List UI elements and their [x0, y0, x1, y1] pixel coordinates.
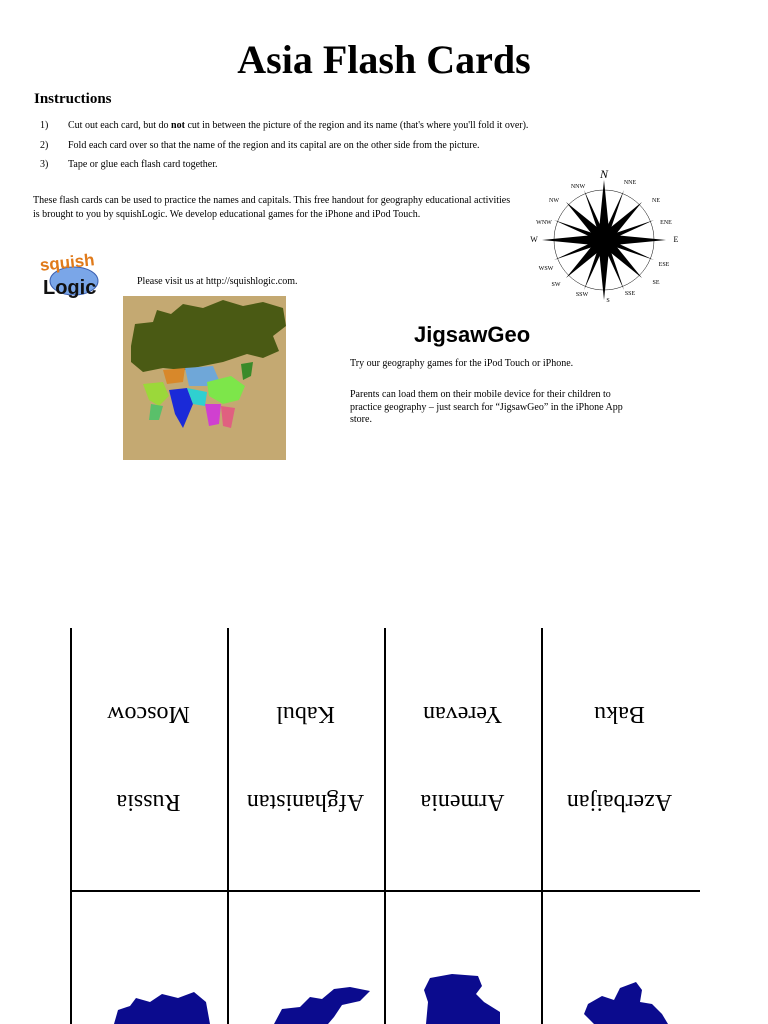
instruction-step: 2) Fold each card over so that the name of the region and its capital are on the other side from the picture.: [40, 139, 480, 151]
svg-text:squish: squish: [38, 250, 96, 275]
svg-text:WSW: WSW: [538, 266, 554, 272]
squishlogic-logo: [38, 245, 100, 303]
svg-text:WNW: WNW: [536, 220, 552, 226]
flash-card-grid: [70, 628, 700, 1024]
svg-text:S: S: [606, 298, 610, 304]
svg-text:NNW: NNW: [570, 184, 586, 190]
russia-silhouette: [110, 988, 210, 1024]
jigsawgeo-description: Parents can load them on their mobile device for their children to practice geography – just search for “JigsawGeo” in the iPhone App store.: [350, 389, 623, 425]
jigsawgeo-tagline: Try our geography games for the iPod Touch or iPhone.: [350, 358, 574, 369]
jigsawgeo-title: JigsawGeo: [414, 322, 531, 347]
svg-text:SSW: SSW: [575, 292, 589, 298]
card-capital: Kabul: [276, 701, 335, 727]
svg-text:NNE: NNE: [623, 180, 637, 186]
svg-text:SE: SE: [652, 280, 660, 286]
card-capital: Baku: [594, 701, 645, 727]
svg-text:ENE: ENE: [660, 220, 672, 226]
asia-map-image: [123, 296, 286, 460]
card-capital: Yerevan: [423, 701, 502, 727]
card-country: Armenia: [420, 789, 505, 815]
svg-text:Logic: Logic: [43, 277, 97, 299]
instructions-heading: Instructions: [34, 91, 112, 107]
cut-line: [541, 628, 543, 1024]
promo-text: These flash cards can be used to practice the names and capitals. This free handout for geography educational activities is brought to you by squishLogic. We develop educational games for the iPhone and iPod Touch.: [33, 195, 511, 220]
card-country: Azerbaijan: [566, 789, 673, 815]
armenia-silhouette: [422, 972, 502, 1024]
afghanistan-silhouette: [272, 983, 372, 1024]
fold-line: [70, 890, 700, 892]
compass-rose-icon: [524, 170, 684, 310]
azerbaijan-silhouette: [582, 980, 672, 1024]
svg-text:SSE: SSE: [624, 291, 636, 297]
svg-text:ESE: ESE: [658, 262, 670, 268]
visit-link-text[interactable]: Please visit us at http://squishlogic.com.: [137, 276, 298, 287]
cut-line: [70, 628, 72, 1024]
card-capital: Moscow: [107, 701, 190, 727]
cut-line: [227, 628, 229, 1024]
instruction-step: 3) Tape or glue each flash card together.: [40, 159, 218, 170]
svg-text:N: N: [599, 170, 609, 181]
instruction-steps: [40, 116, 680, 175]
cut-line: [384, 628, 386, 1024]
instruction-step: 1) Cut out each card, but do not cut in between the picture of the region and its name (that's where you'll fold it over).: [40, 120, 529, 131]
svg-text:SW: SW: [551, 282, 561, 288]
svg-text:E: E: [673, 235, 679, 244]
card-country: Afghanistan: [246, 789, 365, 815]
svg-text:W: W: [530, 235, 538, 244]
card-country: Russia: [116, 789, 181, 815]
svg-text:NE: NE: [652, 198, 660, 204]
svg-text:NW: NW: [549, 198, 559, 204]
page-title: Asia Flash Cards: [237, 37, 531, 82]
